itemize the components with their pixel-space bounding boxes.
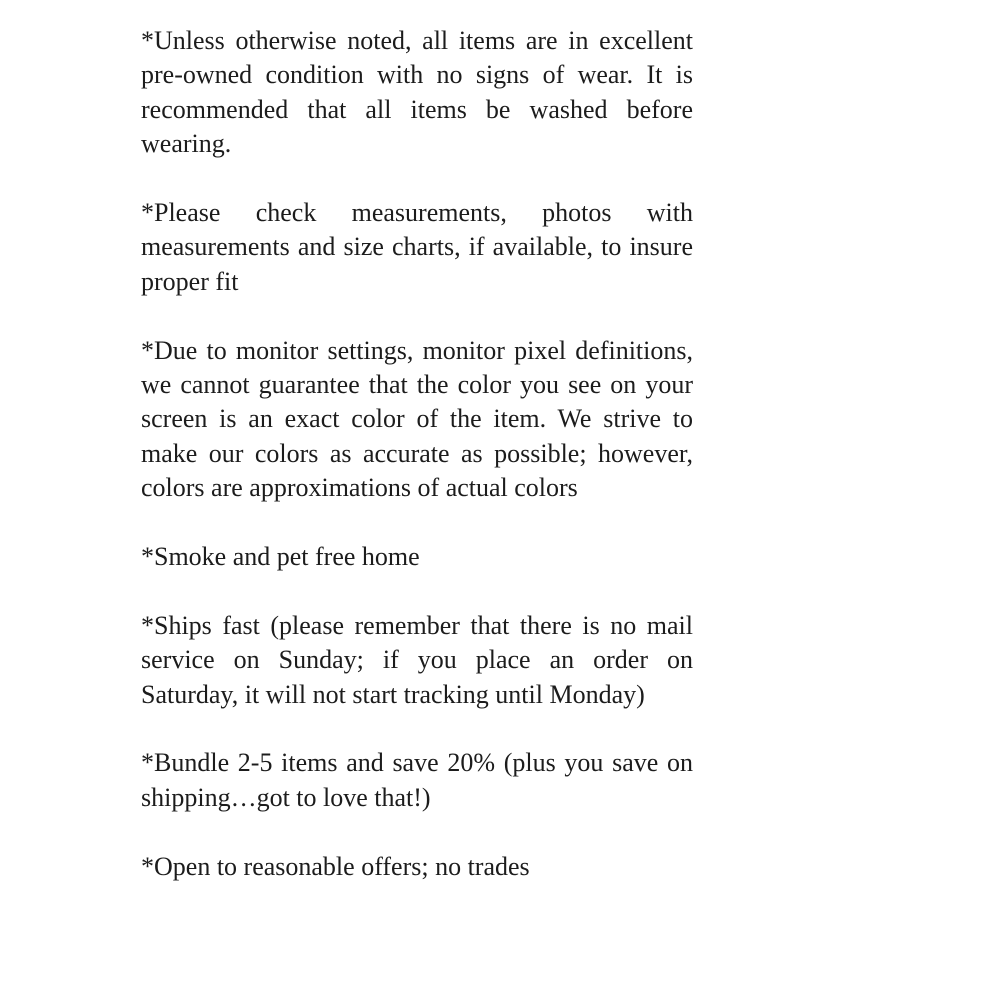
policy-notes-list [141,24,693,884]
note-shipping: *Ships fast (please remember that there is no mail service on Sunday; if you place an order on Saturday, it will not start tracking until Monday) [141,610,693,709]
note-color-accuracy: *Due to monitor settings, monitor pixel definitions, we cannot guarantee that the color you see on your screen is an exact color of the item. We strive to make our colors as accurate as possible; however, colors are approximations of actual colors [141,335,693,503]
note-measurements: *Please check measurements, photos with measurements and size charts, if available, to insure proper fit [141,198,693,296]
note-condition: *Unless otherwise noted, all items are in excellent pre-owned condition with no signs of wear. It is recommended that all items be washed before wearing. [141,26,693,159]
note-offers-trades: *Open to reasonable offers; no trades [141,851,530,881]
note-smoke-pet-free: *Smoke and pet free home [141,542,420,572]
note-bundle-discount: *Bundle 2-5 items and save 20% (plus you save on shipping…got to love that!) [141,748,693,812]
